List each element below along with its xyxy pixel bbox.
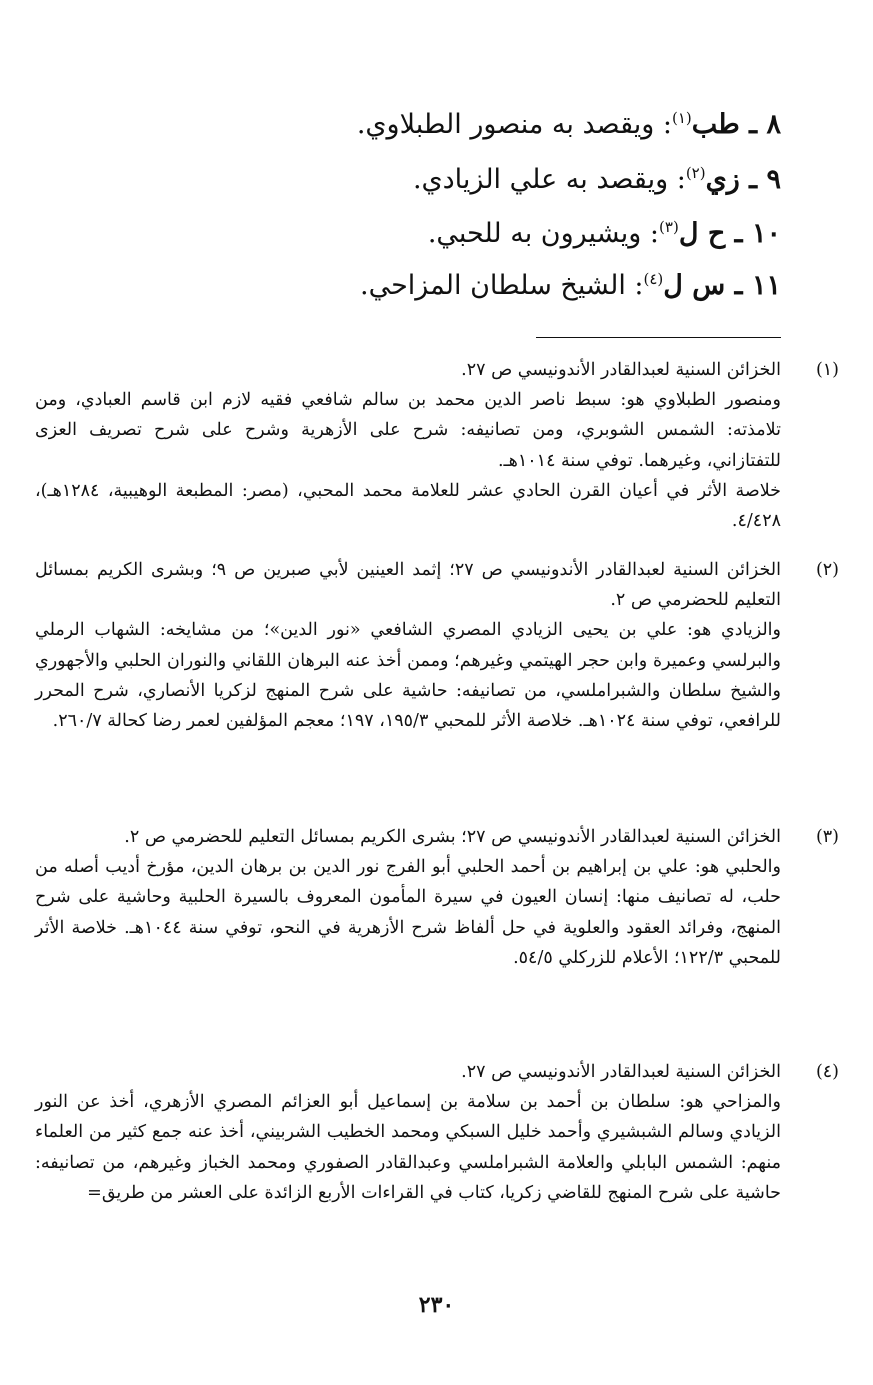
entry-abbreviation: زي [705,164,740,195]
footnote-source: الخزائن السنية لعبدالقادر الأندونيسي ص ٢٧؛ بشرى الكريم بمسائل التعليم للحضرمي ص ٢. [124,827,781,847]
footnote-paragraph: ومنصور الطبلاوي هو: سبط ناصر الدين محمد بن سالم شافعي فقيه لازم ابن قاسم العبادي، ومن تلامذته: الشمس الشوبري، ومن تصانيفه: شرح على الأزهرية وشرح على شرح تصريف العزى للتفتازاني، وغيرهما. توفي سنة ١٠١٤هـ. [35,390,781,471]
footnote-2 [35,555,839,736]
entry-description: : ويقصد به علي الزيادي. [412,164,686,195]
footnote-paragraph: والمزاحي هو: سلطان بن أحمد بن سلامة بن إسماعيل أبو العزائم المصري الأزهري، أخذ عن النور الزيادي وسالم الشبشيري وأحمد خليل السبكي ومحمد الخطيب الشربيني، أخذ عنه جمع كثير من العلماء منهم: الشمس البابلي والعلامة الشبراملسي وعبدالقادر الصفوري ومحمد الخباز وغيرهم، من تصانيفه: حاشية على شرح المنهج للقاضي زكريا، كتاب في القراءات الأربع الزائدة على العشر من طريق= [35,1092,781,1203]
footnote-1 [35,355,839,536]
abbreviation-entry [60,160,781,200]
footnote-mark: (١) [815,360,839,380]
abbreviation-entry [60,214,781,254]
entry-description: : ويشيرون به للحبي. [427,218,660,249]
footnote-mark: (٢) [815,560,839,580]
entry-number: ٨ ـ [749,109,781,140]
entry-abbreviation: س ل [663,270,726,301]
entry-number: ١١ ـ [734,270,781,301]
entry-description: : ويقصد به منصور الطبلاوي. [356,109,672,140]
abbreviation-entry [60,266,781,306]
footnote-source: الخزائن السنية لعبدالقادر الأندونيسي ص ٢٧. [461,360,781,380]
entry-number: ١٠ ـ [734,218,781,249]
footnote-ref: (٢) [685,164,706,182]
footnote-paragraph: خلاصة الأثر في أعيان القرن الحادي عشر للعلامة محمد المحبي، (مصر: المطبعة الوهيبية، ١٢٨٤هـ)، ٤/٤٢٨. [35,480,781,532]
entry-number: ٩ ـ [749,164,781,195]
abbreviation-entry [60,105,781,145]
entry-description: : الشيخ سلطان المزاحي. [359,270,644,301]
footnote-ref: (٣) [659,218,679,236]
entry-abbreviation: ح ل [678,218,726,249]
footnote-source: الخزائن السنية لعبدالقادر الأندونيسي ص ٢٧؛ إثمد العينين لأبي صبرين ص ٩؛ وبشرى الكريم بمسائل التعليم للحضرمي ص ٢. [35,560,782,611]
footnote-mark: (٤) [815,1062,839,1082]
footnote-separator [536,337,781,338]
footnote-3 [35,822,839,973]
footnote-source: الخزائن السنية لعبدالقادر الأندونيسي ص ٢٧. [461,1062,781,1082]
footnote-mark: (٣) [815,827,839,847]
footnote-4 [35,1057,839,1208]
page-number: ٢٣٠ [418,1292,455,1318]
footnote-paragraph: والزيادي هو: علي بن يحيى الزيادي المصري الشافعي «نور الدين»؛ من مشايخه: الشهاب الرملي والبرلسي وعميرة وابن حجر الهيتمي وغيرهم؛ وممن أخذ عنه البرهان اللقاني والنوران الحلبي والأجهوري والشيخ سلطان والشبراملسي، من تصانيفه: حاشية على شرح المنهج لزكريا الأنصاري، شرح المحرر للرافعي، توفي سنة ١٠٢٤هـ. خلاصة الأثر للمحبي ١٩٥/٣، ١٩٧؛ معجم المؤلفين لعمر رضا كحالة ٢٦٠/٧. [35,620,781,732]
footnote-paragraph: والحلبي هو: علي بن إبراهيم بن أحمد الحلبي أبو الفرج نور الدين بن برهان الدين، مؤرخ أديب أصله من حلب، له تصانيف منها: إنسان العيون في سيرة المأمون المعروف بالسيرة الحلبية وحاشية على شرح المنهج، وفرائد العقود والعلوية في حل ألفاظ شرح الأزهرية في النحو، توفي سنة ١٠٤٤هـ. خلاصة الأثر للمحبي ١٢٢/٣؛ الأعلام للزركلي ٥٤/٥. [35,857,781,968]
footnote-ref: (٤) [643,270,664,288]
footnote-ref: (١) [671,109,692,127]
entry-abbreviation: طب [691,109,740,140]
